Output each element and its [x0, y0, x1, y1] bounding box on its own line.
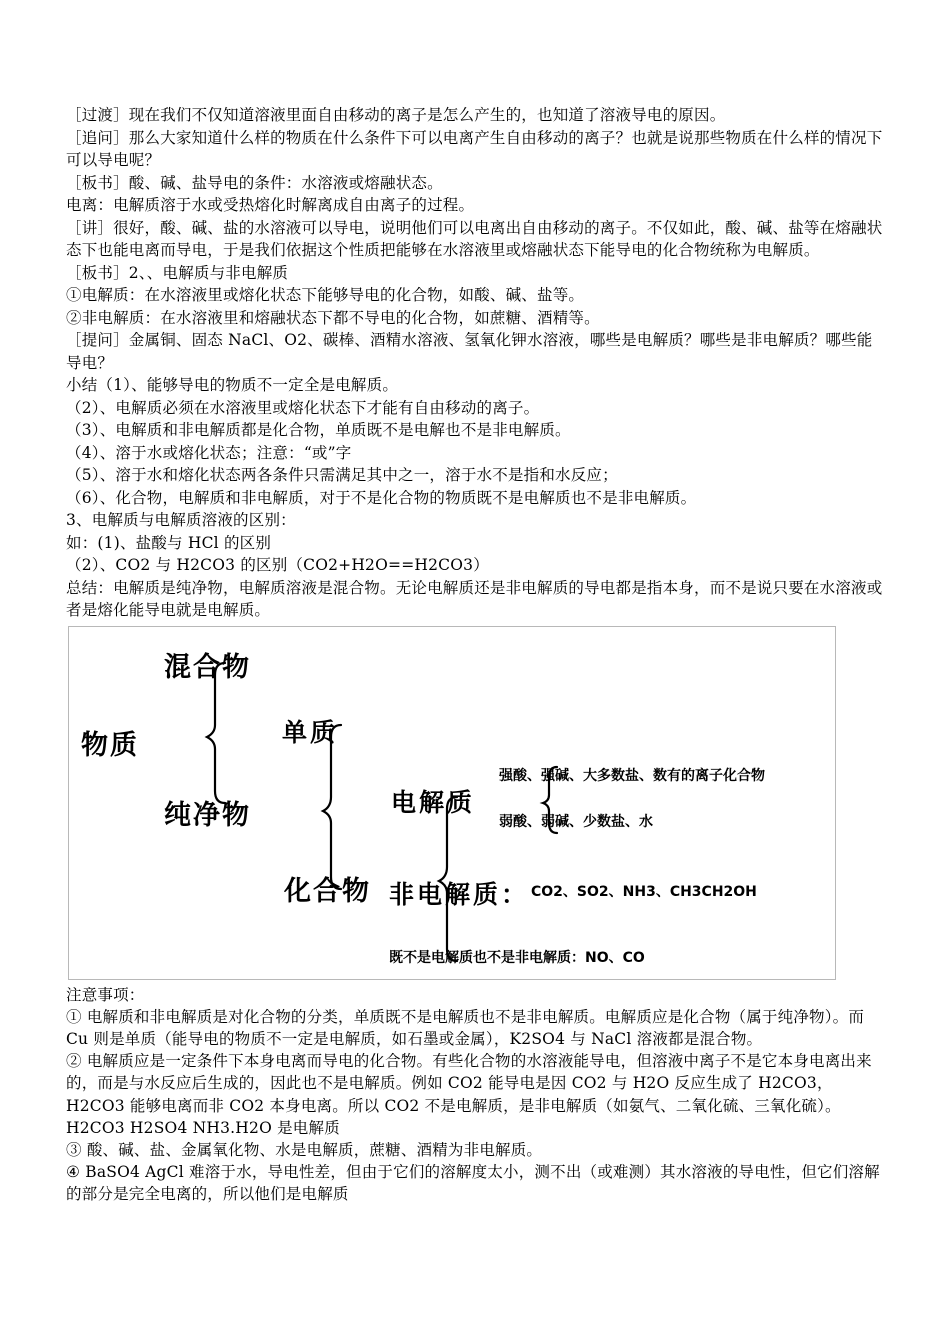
paragraph-summary-1: 小结（1）、能够导电的物质不一定全是电解质。	[66, 376, 399, 394]
notes-heading: 注意事项：	[66, 985, 145, 1004]
paragraph-ionization: 电离：电解质溶于水或受热熔化时解离成自由离子的过程。	[66, 196, 475, 214]
paragraph-summary-5: （5）、溶于水和熔化状态两各条件只需满足其中之一，溶于水不是指和水反应；	[66, 466, 618, 484]
label-compound: 化合物	[284, 875, 371, 907]
paragraph-board-heading: ［板书］2、、电解质与非电解质	[66, 263, 289, 282]
paragraph-question: ［追问］那么大家知道什么样的物质在什么条件下可以电离产生自由移动的离子？也就是说那些物质在什么样的情况下可以导电呢？	[66, 128, 883, 169]
paragraph-summary-2: （2）、电解质必须在水溶液里或熔化状态下才能有自由移动的离子。	[66, 398, 540, 417]
label-mixture: 混合物	[164, 651, 251, 683]
label-pure: 纯净物	[164, 799, 251, 831]
label-root: 物质	[81, 729, 139, 761]
paragraph-nonelectrolyte-def: ②非电解质：在水溶液里和熔融状态下都不导电的化合物，如蔗糖、酒精等。	[66, 308, 600, 327]
label-weak: 弱酸、弱碱、少数盐、水	[499, 813, 653, 830]
paragraph-summary-6: （6）、化合物，电解质和非电解质，对于不是化合物的物质既不是电解质也不是非电解质。	[66, 488, 697, 507]
label-nonelectrolyte-examples: CO2、SO2、NH3、CH3CH2OH	[531, 883, 757, 900]
note-2: ② 电解质应是一定条件下本身电离而导电的化合物。有些化合物的水溶液能导电，但溶液中离子不是它本身电离出来的，而是与水反应后生成的，因此也不是电解质。例如 CO2 能导电是因 CO2 与 H2O 反应生成了 H2CO3，H2CO3 能够电离而非 CO2 本身电离。所以 CO2 不是电解质，是非电解质（如氨气、二氧化硫、三氧化硫）。H2CO3 H2SO4 NH3.H2O 是电解质	[66, 1052, 872, 1137]
paragraph-example-1: 如：(1)、盐酸与 HCl 的区别	[66, 533, 272, 552]
paragraph-difference-heading: 3、电解质与电解质溶液的区别：	[66, 511, 296, 529]
paragraph-lecture: ［讲］很好，酸、碱、盐的水溶液可以导电，说明他们可以电离出自由移动的离子。不仅如此，酸、碱、盐等在熔融状态下也能电离而导电，于是我们依据这个性质把能够在水溶液里或熔融状态下能导电的化合物统称为电解质。	[66, 218, 883, 259]
paragraph-summary-3: （3）、电解质和非电解质都是化合物，单质既不是电解也不是非电解质。	[66, 421, 571, 439]
label-element: 单质	[282, 717, 339, 747]
label-strong: 强酸、强碱、大多数盐、数有的离子化合物	[499, 767, 765, 784]
note-4: ④ BaSO4 AgCl 难溶于水，导电性差，但由于它们的溶解度太小，测不出（或难测）其水溶液的导电性，但它们溶解的部分是完全电离的，所以他们是电解质	[66, 1163, 880, 1204]
note-3: ③ 酸、碱、盐、金属氧化物、水是电解质，蔗糖、酒精为非电解质。	[66, 1140, 543, 1159]
label-neither: 既不是电解质也不是非电解质：NO、CO	[389, 949, 645, 966]
label-electrolyte: 电解质	[391, 787, 476, 817]
notes-section	[66, 984, 884, 1206]
paragraph-ask: ［提问］金属铜、固态 NaCl、O2、碳棒、酒精水溶液、氢氧化钾水溶液，哪些是电解质？哪些是非电解质？哪些能导电？	[66, 331, 873, 372]
paragraph-transition: ［过渡］现在我们不仅知道溶液里面自由移动的离子是怎么产生的，也知道了溶液导电的原因。	[66, 106, 726, 124]
label-nonelectrolyte: 非电解质：	[389, 879, 530, 909]
paragraph-summary-4: （4）、溶于水或熔化状态；注意：“或”字	[66, 443, 352, 462]
classification-diagram	[68, 626, 836, 980]
paragraph-example-2: （2）、CO2 与 H2CO3 的区别（CO2+H2O==H2CO3）	[66, 556, 489, 574]
paragraph-board-conditions: ［板书］酸、碱、盐导电的条件：水溶液或熔融状态。	[66, 173, 443, 192]
brace-root	[207, 663, 225, 803]
paragraph-conclusion: 总结：电解质是纯净物，电解质溶液是混合物。无论电解质还是非电解质的导电都是指本身，而不是说只要在水溶液或者是熔化能导电就是电解质。	[66, 578, 883, 619]
upper-text	[66, 104, 884, 622]
paragraph-electrolyte-def: ①电解质：在水溶液里或熔化状态下能够导电的化合物，如酸、碱、盐等。	[66, 286, 585, 304]
document-page	[66, 104, 884, 1206]
note-1: ① 电解质和非电解质是对化合物的分类，单质既不是电解质也不是非电解质。电解质应是化合物（属于纯净物）。而 Cu 则是单质（能导电的物质不一定是电解质，如石墨或金属），K2SO4 与 NaCl 溶液都是混合物。	[66, 1007, 865, 1048]
brace-pure	[323, 725, 341, 889]
